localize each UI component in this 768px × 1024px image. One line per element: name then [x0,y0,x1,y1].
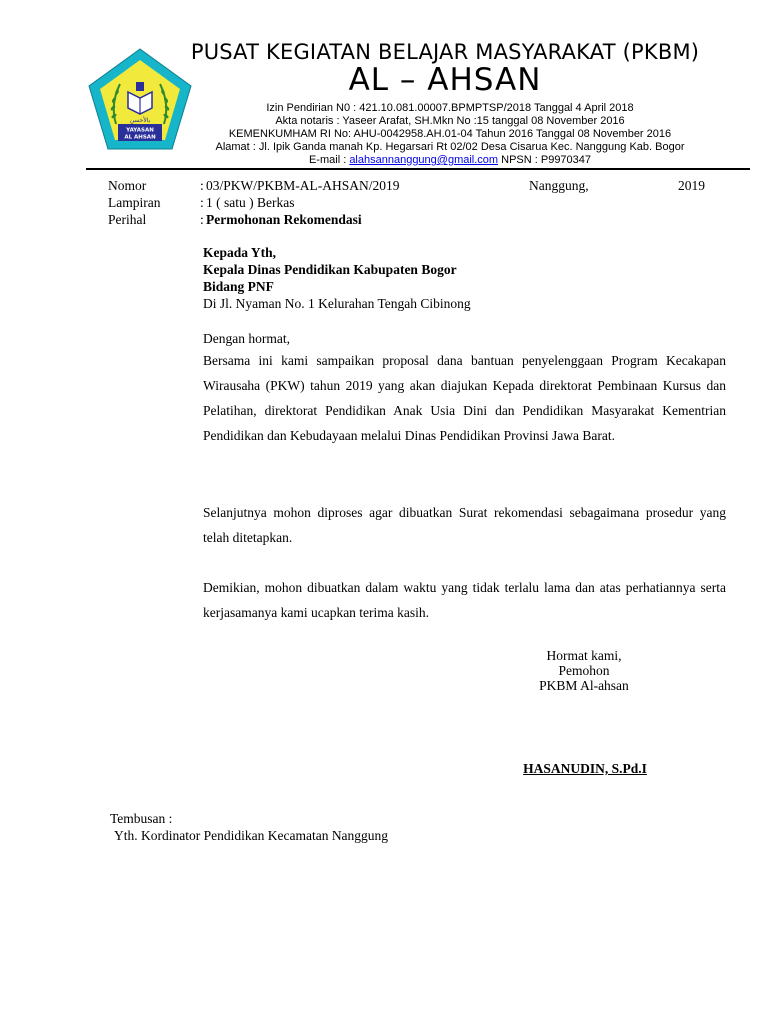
info-izin: Izin Pendirian N0 : 421.10.081.00007.BPMPTSP/2018 Tanggal 4 April 2018 [266,102,634,114]
lampiran-value: 1 ( satu ) Berkas [206,195,295,210]
body-paragraph-3: Demikian, mohon dibuatkan dalam waktu yang tidak terlalu lama dan atas perhatiannya serta kerjasamanya kami ucapkan terima kasih. [203,580,726,620]
recipient-line2: Kepala Dinas Pendidikan Kabupaten Bogor [203,262,457,277]
lampiran-label: Lampiran [108,195,161,210]
cc-recipient: Yth. Kordinator Pendidikan Kecamatan Nanggung [114,828,389,843]
recipient-line4: Di Jl. Nyaman No. 1 Kelurahan Tengah Cibinong [203,296,471,311]
recipient-line1: Kepada Yth, [203,245,277,260]
lampiran-colon: : [200,195,204,210]
perihal-value: Permohonan Rekomendasi [206,212,362,227]
signer-name: HASANUDIN, S.Pd.I [523,761,647,776]
perihal-colon: : [200,212,204,227]
cc-label: Tembusan : [110,811,173,826]
info-email-line [150,154,750,167]
perihal-label: Perihal [108,212,147,227]
recipient-line3: Bidang PNF [203,279,274,294]
npsn-text: NPSN : P9970347 [498,154,592,166]
email-label: E-mail : [308,154,350,166]
org-title: PUSAT KEGIATAN BELAJAR MASYARAKAT (PKBM) [190,40,700,64]
org-name: AL – AHSAN [348,62,542,98]
letter-year: 2019 [678,178,705,193]
body-paragraph-2: Selanjutnya mohon diproses agar dibuatkan Surat rekomendasi sebagaimana prosedur yang telah ditetapkan. [203,505,726,545]
email-link[interactable]: alahsannanggung@gmail.com [349,154,499,166]
body-paragraph-1: Bersama ini kami sampaikan proposal dana bantuan penyelenggaan Program Kecakapan Wirausaha (PKW) tahun 2019 yang akan diajukan Kepada direktorat Pembinaan Kursus dan Pelatihan, direktorat Pendidikan Anak Usia Dini dan Pendidikan Masyarakat Kementrian Pendidikan dan Kebudayaan melalui Dinas Pendidikan Provinsi Jawa Barat. [203,353,726,443]
place-city: Nanggung, [529,178,589,193]
svg-text:بالأحسن: بالأحسن [129,117,151,124]
nomor-colon: : [200,178,204,193]
closing: Hormat kami, [546,648,622,663]
applicant-role: Pemohon [558,663,610,678]
info-kemenkumham: KEMENKUMHAM RI No: AHU-0042958.AH.01-04 Tahun 2016 Tanggal 08 November 2016 [228,128,672,140]
header-divider [86,168,750,170]
info-akta: Akta notaris : Yaseer Arafat, SH.Mkn No :15 tanggal 08 November 2016 [275,115,625,127]
greeting: Dengan hormat, [203,331,290,346]
applicant-org: PKBM Al-ahsan [539,678,629,693]
info-alamat: Alamat : Jl. Ipik Ganda manah Kp. Hegarsari Rt 02/02 Desa Cisarua Kec. Nanggung Kab. Bogor [215,141,685,153]
svg-text:YAYASAN: YAYASAN [126,127,154,134]
svg-text:AL AHSAN: AL AHSAN [124,134,156,141]
nomor-label: Nomor [108,178,147,193]
nomor-value: 03/PKW/PKBM-AL-AHSAN/2019 [206,178,400,193]
